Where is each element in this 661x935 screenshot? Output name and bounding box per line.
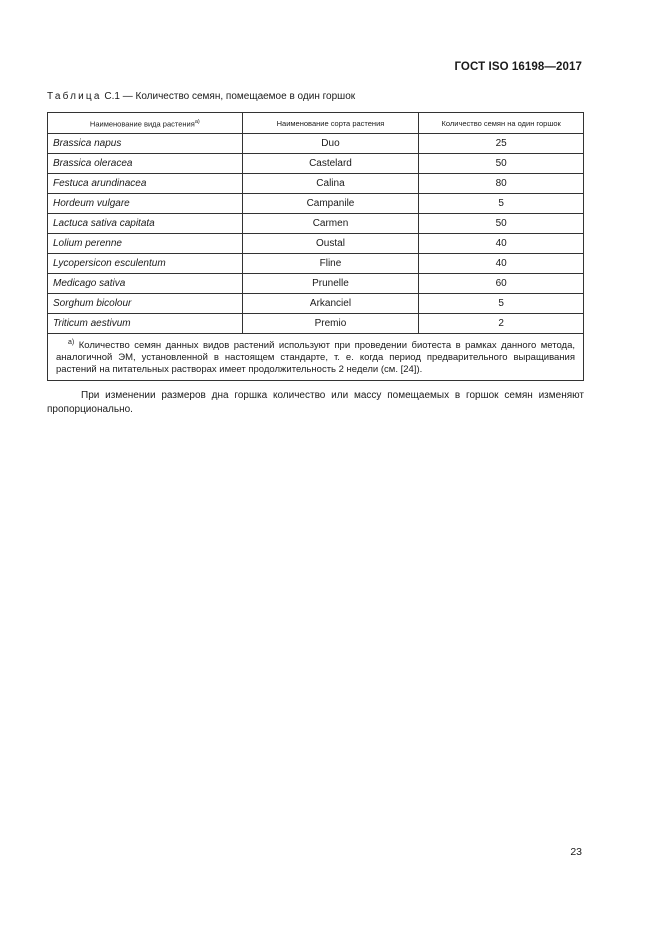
footnote-reference: а) (194, 118, 200, 125)
table-row (48, 134, 584, 154)
seed-count-cell: 40 (419, 254, 584, 274)
cultivar-cell: Prunelle (242, 274, 419, 294)
cultivar-cell: Carmen (242, 214, 419, 234)
column-header-seed-count: Количество семян на один горшок (419, 113, 584, 134)
cultivar-cell: Oustal (242, 234, 419, 254)
cultivar-cell: Premio (242, 314, 419, 334)
table-row (48, 294, 584, 314)
species-cell: Sorghum bicolour (48, 294, 243, 314)
species-cell: Brassica oleracea (48, 154, 243, 174)
species-cell: Hordeum vulgare (48, 194, 243, 214)
footnote-marker: а) (68, 339, 75, 346)
table-row (48, 254, 584, 274)
table-caption-label: Таблица (47, 91, 102, 102)
table-footnote (48, 334, 584, 381)
cultivar-cell: Arkanciel (242, 294, 419, 314)
species-cell: Medicago sativa (48, 274, 243, 294)
cultivar-cell: Fline (242, 254, 419, 274)
table-row (48, 194, 584, 214)
column-header-cultivar: Наименование сорта растения (242, 113, 419, 134)
seed-count-cell: 50 (419, 214, 584, 234)
table-header-row (48, 113, 584, 134)
table-footnote-row (48, 334, 584, 381)
table-row (48, 274, 584, 294)
footnote-text: Количество семян данных видов растений используют при проведении биотеста в рамках данного метода, аналогичной ЭМ, установленной в настоящем стандарте, т. е. когда период предварительного выращивания растений на питательных растворах имеет продолжительность 2 недели (см. [24]). (56, 340, 575, 376)
column-header-species: Наименование вида растения$^{а)}$ (48, 113, 243, 134)
species-cell: Lycopersicon esculentum (48, 254, 243, 274)
table-row (48, 214, 584, 234)
table-caption-number: С.1 (104, 91, 120, 102)
seed-count-cell: 5 (419, 294, 584, 314)
species-cell: Brassica napus (48, 134, 243, 154)
species-cell: Lactuca sativa capitata (48, 214, 243, 234)
seed-count-cell: 50 (419, 154, 584, 174)
species-cell: Triticum aestivum (48, 314, 243, 334)
seed-count-cell: 40 (419, 234, 584, 254)
cultivar-cell: Duo (242, 134, 419, 154)
cultivar-cell: Calina (242, 174, 419, 194)
cultivar-cell: Campanile (242, 194, 419, 214)
species-cell: Festuca arundinacea (48, 174, 243, 194)
table-caption-text: — Количество семян, помещаемое в один горшок (122, 91, 356, 102)
document-designation: ГОСТ ISO 16198—2017 (454, 61, 582, 73)
table-row (48, 174, 584, 194)
species-cell: Lolium perenne (48, 234, 243, 254)
seed-count-cell: 80 (419, 174, 584, 194)
seed-quantity-table (47, 112, 584, 381)
table-row (48, 154, 584, 174)
cultivar-cell: Castelard (242, 154, 419, 174)
body-paragraph: При изменении размеров дна горшка количество или массу помещаемых в горшок семян изменяют пропорционально. (47, 390, 584, 415)
page-number: 23 (570, 846, 582, 858)
seed-count-cell: 60 (419, 274, 584, 294)
seed-count-cell: 2 (419, 314, 584, 334)
seed-count-cell: 25 (419, 134, 584, 154)
table-row (48, 314, 584, 334)
table-caption (47, 91, 355, 102)
table-row (48, 234, 584, 254)
seed-count-cell: 5 (419, 194, 584, 214)
